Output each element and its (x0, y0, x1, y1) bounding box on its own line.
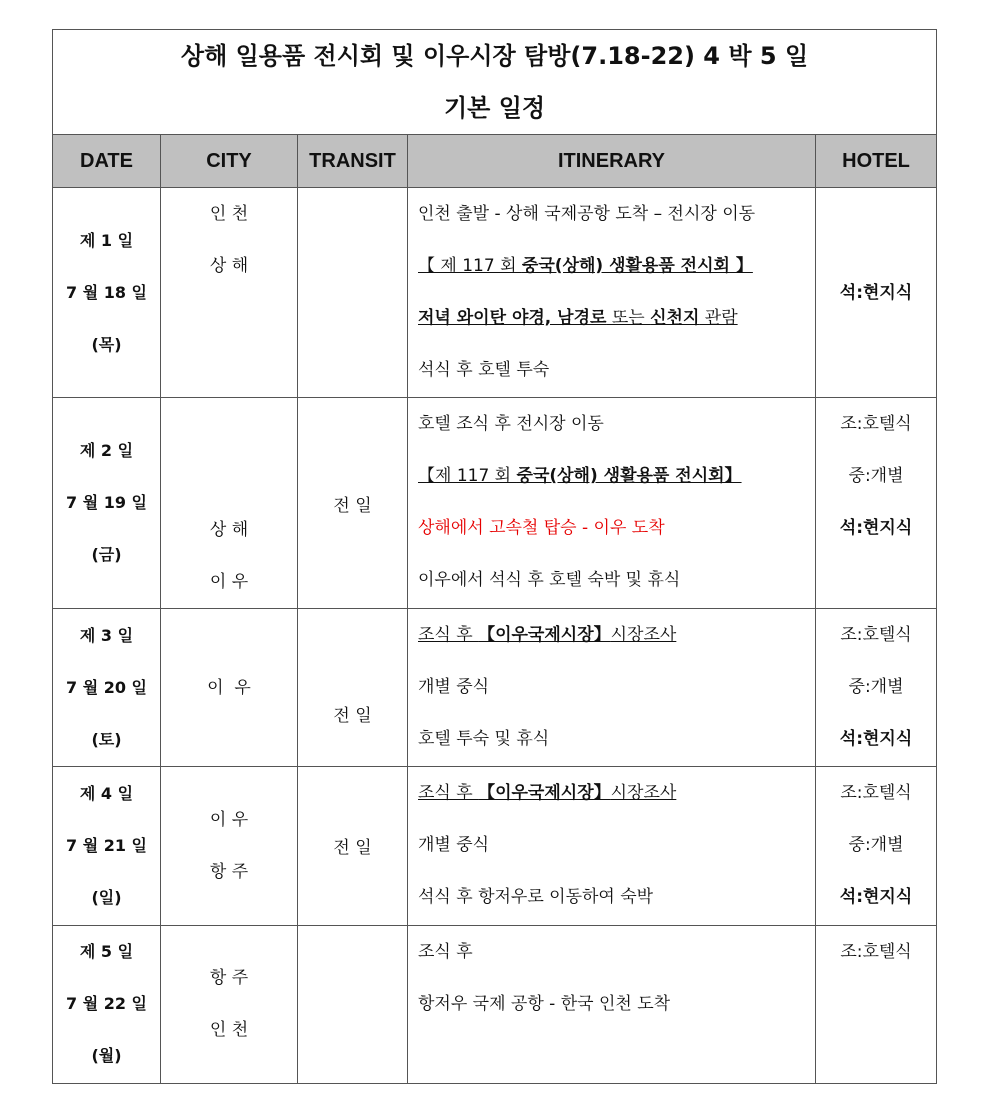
header-hotel: HOTEL (816, 135, 937, 188)
itinerary-cell (408, 398, 816, 608)
date-cell (53, 608, 161, 766)
itinerary-text: 저녁 와이탄 야경, 남경로 (418, 308, 607, 328)
itinerary-line: 항저우 국제 공항 - 한국 인천 도착 (418, 993, 671, 1014)
hotel-cell (816, 188, 937, 398)
itinerary-line (418, 609, 815, 661)
weekday-label: (목) (91, 334, 122, 354)
itinerary-text: 【 제 117 회 (418, 256, 522, 276)
transit-cell: 전 일 (298, 398, 408, 608)
itinerary-text: 시장조사 (610, 624, 677, 645)
date-label: 7 월 19 일 (65, 493, 148, 513)
hotel-meal: 중:개별 (848, 835, 904, 856)
hotel-meal: 조:호텔식 (840, 941, 912, 962)
table-row (53, 925, 937, 1083)
transit-cell: 전 일 (298, 767, 408, 925)
hotel-meal: 조:호텔식 (840, 414, 912, 435)
date-label: 7 월 21 일 (65, 835, 148, 855)
table-row (53, 608, 937, 766)
itinerary-cell (408, 925, 816, 1083)
city-label: 항 주 (209, 861, 249, 882)
header-transit: TRANSIT (298, 135, 408, 188)
itinerary-line: 인천 출발 - 상해 국제공항 도착 – 전시장 이동 (418, 204, 756, 224)
transit-cell (298, 188, 408, 398)
itinerary-line: 호텔 투숙 및 휴식 (418, 728, 550, 749)
date-label: 7 월 22 일 (65, 994, 148, 1014)
itinerary-line (418, 450, 815, 502)
itinerary-line (418, 240, 815, 292)
itinerary-line (418, 767, 815, 819)
hotel-meal: 조:호텔식 (840, 783, 912, 804)
itinerary-cell (408, 608, 816, 766)
title-cell (53, 30, 937, 135)
page-subtitle: 기본 일정 (443, 94, 546, 122)
itinerary-line: 조식 후 (418, 941, 473, 962)
itinerary-text: 중국(상해) 생활용품 전시회】 (516, 466, 742, 487)
weekday-label: (일) (91, 887, 122, 907)
transit-cell (298, 925, 408, 1083)
header-itinerary: ITINERARY (408, 135, 816, 188)
table-row (53, 188, 937, 398)
city-label: 상 해 (209, 519, 249, 540)
city-cell (161, 188, 298, 398)
itinerary-line: 개별 중식 (418, 835, 490, 856)
table-row (53, 398, 937, 608)
hotel-cell (816, 608, 937, 766)
table-row (53, 767, 937, 925)
hotel-meal: 석:현지식 (839, 887, 913, 908)
itinerary-line: 석식 후 호텔 투숙 (418, 360, 550, 380)
itinerary-line (418, 292, 815, 344)
day-label: 제 1 일 (79, 230, 134, 250)
header-row (53, 135, 937, 188)
hotel-meal: 석:현지식 (839, 518, 913, 539)
weekday-label: (금) (91, 545, 122, 565)
hotel-cell (816, 398, 937, 608)
itinerary-text: 【이우국제시장】 (478, 783, 611, 804)
city-label: 이 우 (209, 809, 249, 830)
day-label: 제 3 일 (79, 625, 134, 645)
city-label: 이 우 (209, 571, 249, 592)
itinerary-text: 중국(상해) 생활용품 전시회 (521, 256, 730, 276)
itinerary-text: 조식 후 (418, 624, 479, 645)
date-cell (53, 188, 161, 398)
hotel-cell (816, 925, 937, 1083)
hotel-meal: 석:현지식 (839, 282, 913, 303)
itinerary-text: 【이우국제시장】 (478, 624, 611, 645)
date-cell (53, 767, 161, 925)
header-city: CITY (161, 135, 298, 188)
itinerary-line: 상해에서 고속철 탑승 - 이우 도착 (418, 518, 665, 539)
itinerary-text: 조식 후 (418, 783, 479, 804)
itinerary-text: 【제 117 회 (418, 466, 517, 487)
itinerary-text: 】 (729, 256, 753, 276)
itinerary-cell (408, 767, 816, 925)
date-label: 7 월 18 일 (65, 282, 148, 302)
city-label: 상 해 (209, 256, 249, 276)
itinerary-text: 관람 (699, 308, 738, 328)
weekday-label: (토) (91, 729, 122, 749)
day-label: 제 5 일 (79, 942, 134, 962)
date-cell (53, 398, 161, 608)
city-cell (161, 608, 298, 766)
city-cell (161, 925, 298, 1083)
date-label: 7 월 20 일 (65, 677, 148, 697)
itinerary-text: 시장조사 (610, 783, 677, 804)
itinerary-line: 개별 중식 (418, 676, 490, 697)
header-date: DATE (53, 135, 161, 188)
transit-cell: 전 일 (298, 608, 408, 766)
city-cell (161, 398, 298, 608)
itinerary-text: 또는 (606, 308, 651, 328)
day-label: 제 4 일 (79, 783, 134, 803)
hotel-meal: 중:개별 (848, 466, 904, 487)
hotel-cell (816, 767, 937, 925)
itinerary-cell (408, 188, 816, 398)
date-cell (53, 925, 161, 1083)
city-label: 이 우 (207, 677, 251, 698)
itinerary-line: 석식 후 항저우로 이동하여 숙박 (418, 887, 654, 908)
hotel-meal: 조:호텔식 (840, 624, 912, 645)
itinerary-line: 이우에서 석식 후 호텔 숙박 및 휴식 (418, 570, 681, 591)
city-label: 인 천 (209, 204, 249, 224)
schedule-table (52, 29, 937, 1084)
city-cell (161, 767, 298, 925)
city-label: 인 천 (209, 1020, 249, 1041)
itinerary-line: 호텔 조식 후 전시장 이동 (418, 414, 604, 435)
city-label: 항 주 (209, 968, 249, 989)
weekday-label: (월) (91, 1046, 122, 1066)
day-label: 제 2 일 (79, 441, 134, 461)
itinerary-text: 신천지 (650, 308, 700, 328)
hotel-meal: 석:현지식 (839, 728, 913, 749)
hotel-meal: 중:개별 (848, 676, 904, 697)
page-title: 상해 일용품 전시회 및 이우시장 탐방(7.18-22) 4 박 5 일 (180, 42, 809, 70)
